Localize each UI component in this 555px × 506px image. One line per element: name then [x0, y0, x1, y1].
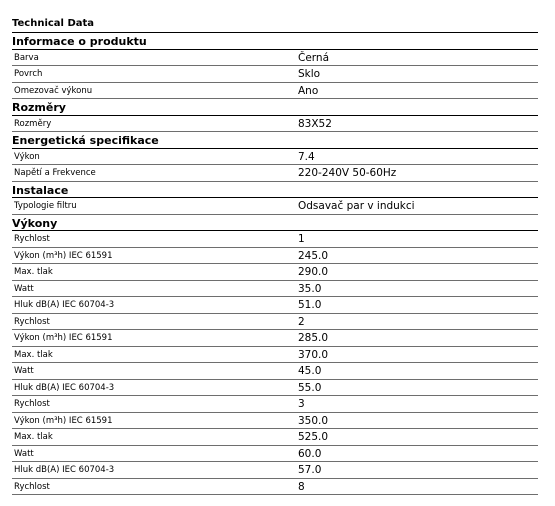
spec-label: Barva — [14, 52, 39, 63]
section-heading: Instalace — [12, 182, 538, 199]
section-heading: Výkony — [12, 215, 538, 232]
spec-row — [12, 50, 538, 67]
document-title: Technical Data — [12, 14, 538, 33]
spec-label: Watt — [14, 448, 34, 459]
spec-label: Výkon (m³h) IEC 61591 — [14, 333, 113, 343]
spec-label: Omezovač výkonu — [14, 85, 93, 96]
spec-value: 83X52 — [298, 117, 332, 130]
spec-label: Hluk dB(A) IEC 60704-3 — [14, 382, 115, 393]
spec-label: Max. tlak — [14, 432, 53, 442]
spec-value: 35.0 — [298, 282, 322, 295]
spec-row — [12, 297, 538, 314]
spec-value: Sklo — [298, 68, 321, 80]
spec-value: 285.0 — [298, 332, 329, 344]
spec-row — [12, 116, 538, 133]
spec-row — [12, 347, 538, 364]
spec-row — [12, 413, 538, 430]
spec-row — [12, 83, 538, 100]
spec-row — [12, 446, 538, 463]
spec-label: Povrch — [14, 69, 43, 79]
spec-row — [12, 264, 538, 281]
spec-row — [12, 396, 538, 413]
spec-row — [12, 363, 538, 380]
spec-row — [12, 281, 538, 298]
spec-label: Rychlost — [14, 316, 50, 327]
spec-row — [12, 149, 538, 166]
spec-value: 220-240V 50-60Hz — [298, 167, 397, 179]
spec-value: 51.0 — [298, 299, 322, 311]
spec-value: 8 — [298, 480, 305, 493]
spec-row — [12, 231, 538, 248]
spec-value: 370.0 — [298, 348, 329, 361]
spec-label: Watt — [14, 283, 34, 294]
spec-value: 3 — [298, 398, 305, 410]
spec-value: 350.0 — [298, 414, 329, 427]
spec-sections — [12, 33, 538, 495]
spec-label: Výkon (m³h) IEC 61591 — [14, 415, 113, 426]
spec-row — [12, 198, 538, 215]
spec-row — [12, 380, 538, 397]
spec-value: Odsavač par v indukci — [298, 200, 415, 212]
spec-label: Výkon — [14, 151, 40, 162]
section-heading: Informace o produktu — [12, 33, 538, 50]
spec-label: Rozměry — [14, 118, 52, 129]
spec-label: Watt — [14, 366, 34, 376]
spec-value: 2 — [298, 315, 305, 328]
spec-row — [12, 479, 538, 496]
spec-row — [12, 330, 538, 347]
spec-row — [12, 248, 538, 265]
spec-row — [12, 314, 538, 331]
spec-row — [12, 66, 538, 83]
spec-value: 57.0 — [298, 464, 322, 476]
spec-value: Černá — [298, 51, 330, 64]
spec-label: Hluk dB(A) IEC 60704-3 — [14, 465, 115, 475]
spec-label: Výkon (m³h) IEC 61591 — [14, 250, 113, 261]
spec-value: 525.0 — [298, 431, 329, 443]
spec-value: 55.0 — [298, 381, 322, 394]
section-heading: Rozměry — [12, 99, 538, 116]
spec-value: 7.4 — [298, 150, 315, 163]
spec-label: Rychlost — [14, 234, 50, 244]
spec-value: 290.0 — [298, 266, 329, 278]
spec-value: Ano — [298, 84, 319, 97]
spec-value: 45.0 — [298, 365, 322, 377]
spec-value: 1 — [298, 233, 305, 245]
section-heading: Energetická specifikace — [12, 132, 538, 149]
technical-data-sheet — [12, 14, 538, 495]
spec-value: 60.0 — [298, 447, 322, 460]
spec-label: Rychlost — [14, 399, 50, 409]
spec-label: Rychlost — [14, 481, 50, 492]
spec-value: 245.0 — [298, 249, 329, 262]
spec-label: Max. tlak — [14, 267, 53, 277]
spec-label: Hluk dB(A) IEC 60704-3 — [14, 300, 115, 310]
spec-row — [12, 165, 538, 182]
spec-label: Typologie filtru — [14, 201, 77, 211]
spec-row — [12, 429, 538, 446]
spec-row — [12, 462, 538, 479]
spec-label: Napětí a Frekvence — [14, 168, 96, 178]
spec-label: Max. tlak — [14, 349, 53, 360]
